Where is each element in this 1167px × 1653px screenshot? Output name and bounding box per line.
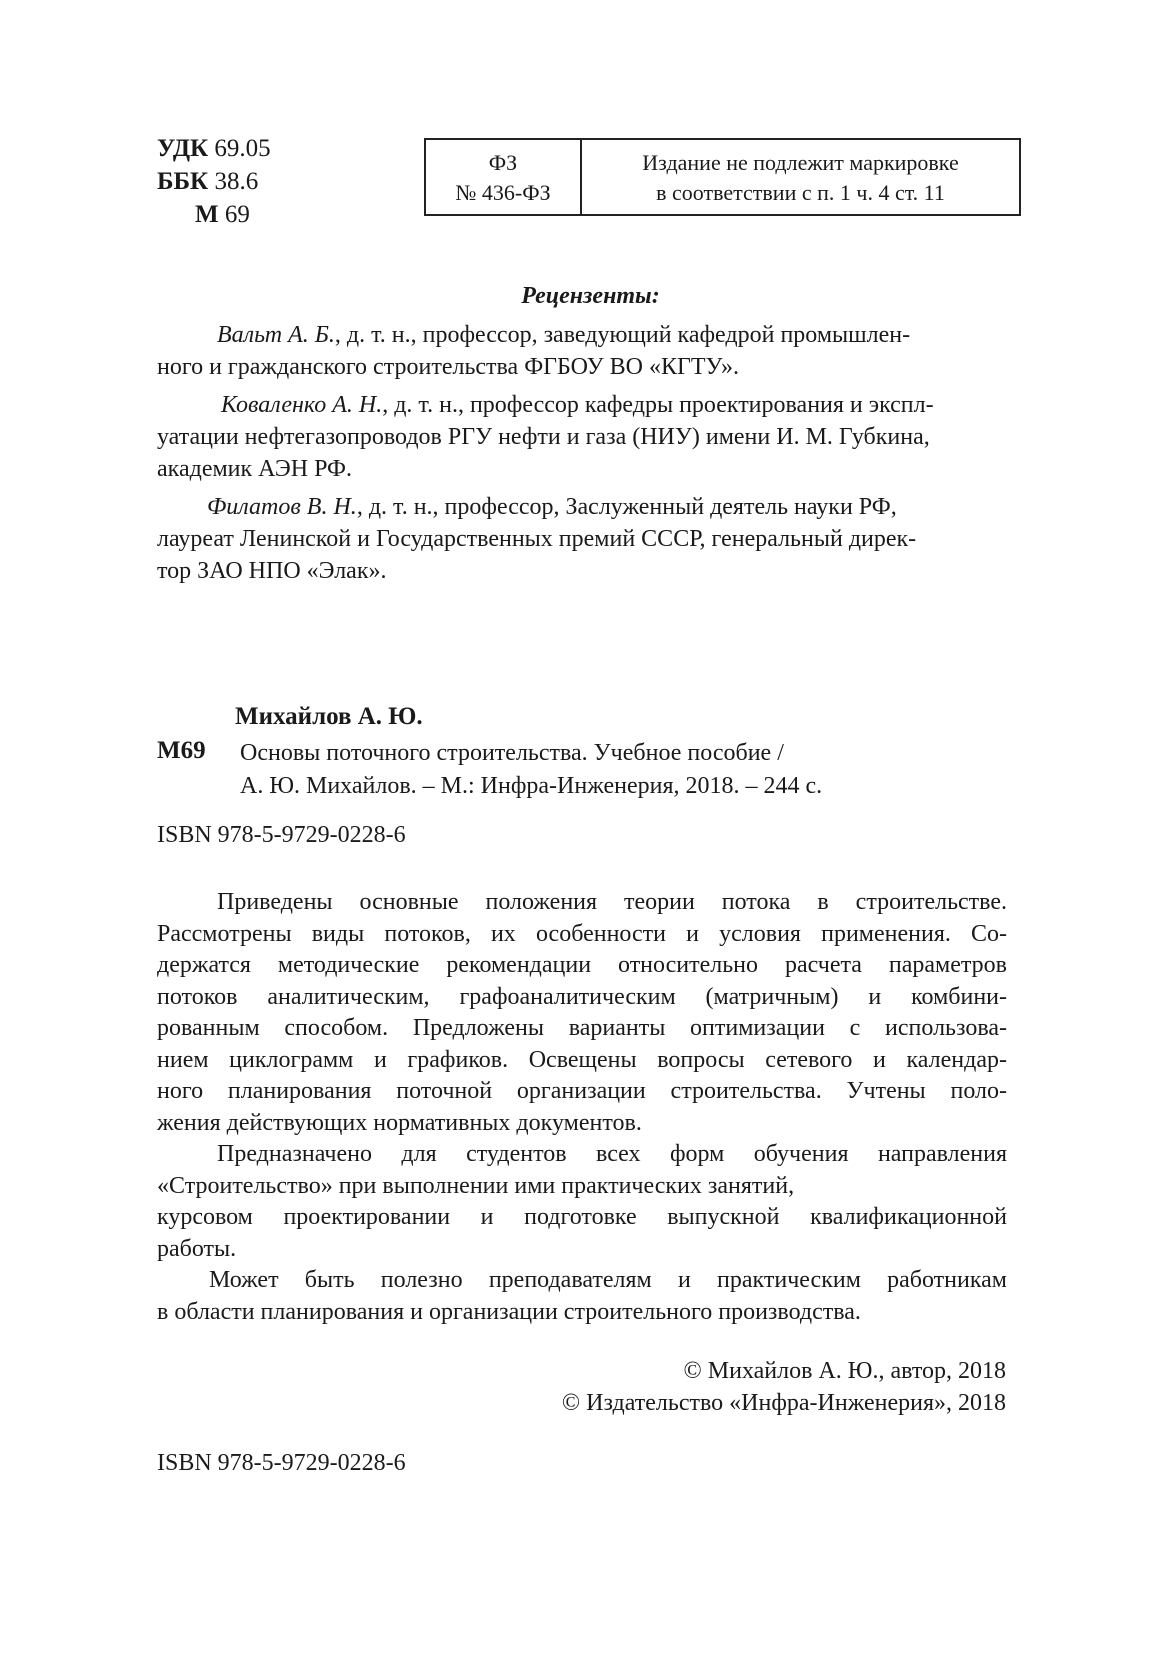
m-row <box>157 198 271 231</box>
copyright-publisher: © Издательство «Инфра-Инженерия», 2018 <box>561 1390 1006 1416</box>
abstract <box>157 887 1007 1328</box>
reviewer-2-line3: академик АЭН РФ. <box>157 456 352 482</box>
reviewer-2-name: Коваленко А. Н. <box>221 392 383 418</box>
classification-codes <box>157 132 271 231</box>
abstract-p1-line: держатся методические рекомендации относительно расчета параметров <box>157 952 1007 978</box>
abstract-p1-line: Рассмотрены виды потоков, их особенности и условия применения. Со- <box>157 920 1007 947</box>
reviewer-1-name: Вальт А. Б. <box>217 322 335 348</box>
abstract-p1-line: нием циклограмм и графиков. Освещены вопросы сетевого и календар- <box>157 1046 1007 1073</box>
reviewer-2-line2: уатации нефтегазопроводов РГУ нефти и газа (НИУ) имени И. М. Губкина, <box>157 424 930 450</box>
fz-law-line2: № 436-ФЗ <box>455 180 551 205</box>
fz-law-line1: ФЗ <box>488 150 518 175</box>
book-code: М69 <box>157 737 206 764</box>
biblio-line1: Основы поточного строительства. Учебное пособие / <box>240 740 784 766</box>
bibliographic-record <box>240 737 822 803</box>
bbk-label: ББК <box>157 168 209 195</box>
reviewer-3 <box>157 491 1007 587</box>
biblio-line2: А. Ю. Михайлов. – М.: Инфра-Инженерия, 2018. – 244 с. <box>240 773 823 799</box>
m-label: М <box>195 201 219 228</box>
abstract-p3-line: в области планирования и организации строительного производства. <box>157 1298 861 1325</box>
udk-row <box>157 132 271 165</box>
isbn-top: ISBN 978-5-9729-0228-6 <box>157 822 406 848</box>
reviewer-3-name: Филатов В. Н. <box>207 494 357 520</box>
abstract-p1-line: рованным способом. Предложены варианты оптимизации с использова- <box>157 1015 1007 1041</box>
abstract-p3-line: Может быть полезно преподавателям и практическим работникам <box>209 1267 1007 1293</box>
abstract-p1-line: жения действующих нормативных документов. <box>157 1109 642 1136</box>
copyright-block <box>562 1355 1006 1419</box>
abstract-p1-line: потоков аналитическим, графоаналитическим (матричным) и комбини- <box>157 983 1007 1010</box>
udk-label: УДК <box>157 135 209 162</box>
abstract-p1-line: Приведены основные положения теории потока в строительстве. <box>217 889 1007 915</box>
reviewer-1-line1: Вальт А. Б., д. т. н., профессор, заведующий кафедрой промышлен- <box>217 322 911 348</box>
reviewers-heading: Рецензенты: <box>521 283 660 309</box>
reviewer-2-line1: Коваленко А. Н., д. т. н., профессор кафедры проектирования и экспл- <box>221 392 934 418</box>
reviewer-1 <box>157 319 1007 383</box>
reviewer-3-line3: тор ЗАО НПО «Элак». <box>157 558 387 584</box>
reviewer-1-line2: ного и гражданского строительства ФГБОУ ВО «КГТУ». <box>157 354 739 380</box>
abstract-p2-line: работы. <box>157 1235 237 1262</box>
fz-marking-box <box>424 138 1021 216</box>
copyright-author: © Михайлов А. Ю., автор, 2018 <box>683 1358 1006 1384</box>
abstract-p2-line: Предназначено для студентов всех форм обучения направления <box>217 1141 1007 1167</box>
fz-note-line2: в соответствии с п. 1 ч. 4 ст. 11 <box>656 180 945 205</box>
reviewer-3-line1: Филатов В. Н., д. т. н., профессор, Заслуженный деятель науки РФ, <box>207 494 897 520</box>
book-author: Михайлов А. Ю. <box>235 703 423 730</box>
reviewer-2 <box>157 389 1007 485</box>
abstract-p2-line: «Строительство» при выполнении ими практических занятий, <box>157 1172 795 1199</box>
fz-note-line1: Издание не подлежит маркировке <box>642 150 959 175</box>
bbk-value: 38.6 <box>214 168 259 195</box>
fz-law-cell <box>426 140 582 214</box>
fz-note-cell <box>582 140 1019 214</box>
isbn-bottom: ISBN 978-5-9729-0228-6 <box>157 1450 406 1476</box>
reviewer-3-line2: лауреат Ленинской и Государственных премий СССР, генеральный дирек- <box>157 526 917 552</box>
bbk-row <box>157 165 271 198</box>
abstract-p1-line: ного планирования поточной организации строительства. Учтены поло- <box>157 1078 1007 1104</box>
abstract-p2-line: курсовом проектировании и подготовке выпускной квалификационной <box>157 1204 1007 1230</box>
udk-value: 69.05 <box>214 135 271 162</box>
m-value: 69 <box>224 201 250 228</box>
